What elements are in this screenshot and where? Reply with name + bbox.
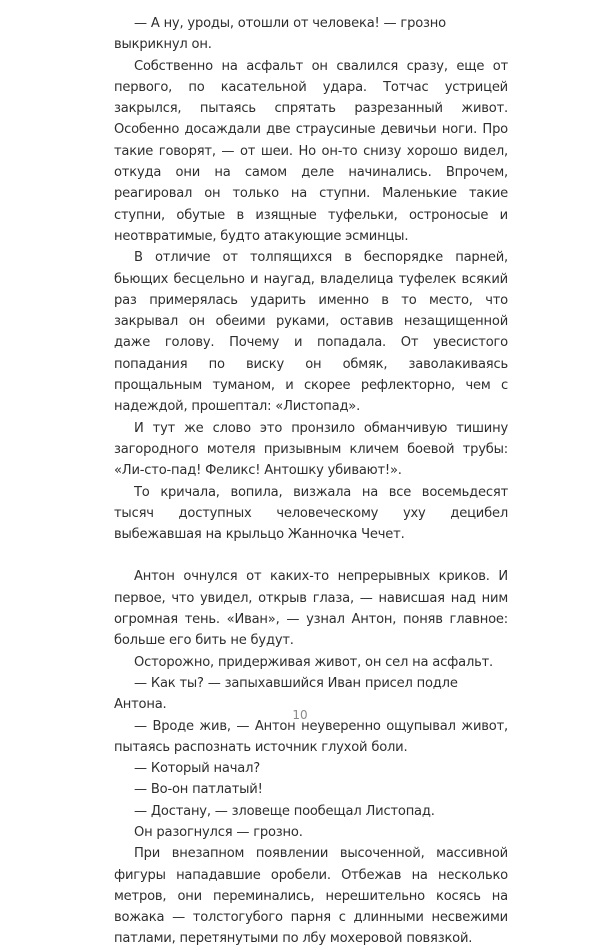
- paragraph: — А ну, уроды, отошли от человека! — грозно выкрикнул он.: [114, 16, 446, 53]
- paragraph: В отличие от толпящихся в беспорядке парней, бьющих бесцельно и наугад, владелица туфелек всякий раз примерялась ударить именно в то место, что закрывал он обеими руками, оставив незащищенной даже голову. Почему и попадала. От увесистого попадания по виску он обмяк, заволакиваясь прощальным туманом, и скорее рефлекторно, чем с надеждой, прошептал: «Листопад».: [114, 250, 508, 415]
- paragraph: Осторожно, придерживая живот, он сел на асфальт.: [134, 654, 494, 670]
- paragraph: — Как ты? — запыхавшийся Иван присел подле Антона.: [114, 675, 458, 713]
- paragraph: — Во-он патлатый!: [134, 782, 263, 798]
- paragraph: Собственно на асфальт он свалился сразу, еще от первого, по касательной удара. Тотчас устрицей закрылся, пытаясь спрятать разрезанный живот. Особенно досаждали две страусиные девичьи ноги. Про такие говорят, — от шеи. Но он-то снизу хорошо видел, откуда они на самом деле начинались. Впрочем, реагировал он только на ступни. Маленькие такие ступни, обутые в изящные туфельки, остроносые и неотвратимые, будто атакующие эсминцы.: [114, 58, 508, 244]
- paragraph: Он разогнулся — грозно.: [134, 824, 303, 840]
- body-text: [114, 13, 508, 950]
- paragraph: И тут же слово это пронзило обманчивую тишину загородного мотеля призывным кличем боевой трубы: «Ли-сто-пад! Феликс! Антошку убивают!».: [114, 420, 508, 479]
- paragraph: То кричала, вопила, визжала на все восемьдесят тысяч доступных человеческому уху децибел выбежавшая на крыльцо Жанночка Чечет.: [114, 484, 508, 543]
- paragraph: При внезапном появлении высоченной, массивной фигуры нападавшие оробели. Отбежав на несколько метров, они переминались, нерешительно косясь на вожака — толстогубого парня с длинными несвежими патлами, перетянутыми по лбу мохеровой повязкой.: [114, 846, 508, 947]
- section-break: [114, 545, 508, 566]
- paragraph: — Вроде жив, — Антон неуверенно ощупывал живот, пытаясь распознать источник глухой боли.: [114, 718, 508, 755]
- paragraph: — Достану, — зловеще пообещал Листопад.: [134, 803, 435, 819]
- paragraph: — Который начал?: [134, 761, 260, 777]
- paragraph: Антон очнулся от каких-то непрерывных криков. И первое, что увидел, открыв глаза, — нависшая над ним огромная тень. «Иван», — узнал Антон, поняв главное: больше его бить не будут.: [114, 569, 508, 649]
- page-number: 10: [292, 708, 308, 722]
